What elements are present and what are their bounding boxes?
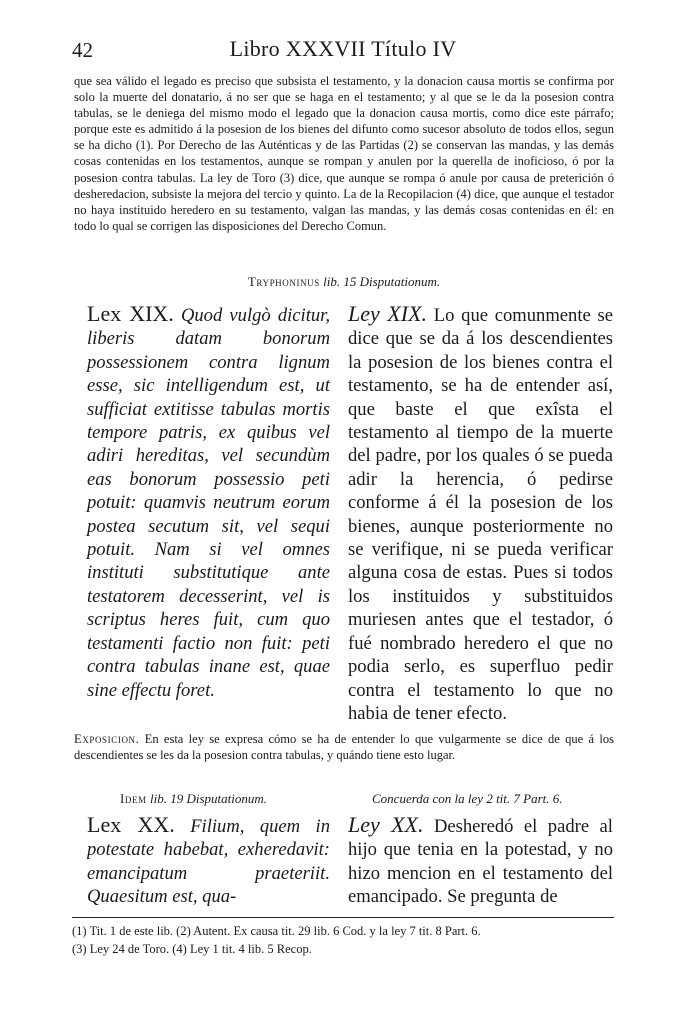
latin-body: Quod vulgò dicitur, liberis datam bonorum possessionem contra lignum esse, sic intelligendum est, ut sufficiat extitisse tabulas mortis tempore patris, ex quibus vel adiri hereditas, vel secundùm eas bonorum possessio peti potuit: quamvis neutrum eorum postea secutum sit, vel sequi potuit. Nam si vel omnes instituti substitutique ante testatorem decesserint, vel is scriptus heres fuit, cum quo testamenti factio non fuit: peti contra tabulas inane est, quae sine effectu foret. bbox=[87, 305, 330, 701]
footnotes bbox=[72, 922, 614, 958]
source-work-2: lib. 19 Disputationum. bbox=[149, 791, 267, 806]
source-line-2 bbox=[120, 791, 267, 807]
page-number: 42 bbox=[72, 38, 93, 62]
spanish-text-ley-20 bbox=[348, 813, 613, 913]
concordance-note: Concuerda con la ley 2 tit. 7 Part. 6. bbox=[372, 791, 563, 806]
footnote-rule bbox=[72, 917, 614, 918]
footnote-line-2: (3) Ley 24 de Toro. (4) Ley 1 tit. 4 lib. 5 Recop. bbox=[72, 942, 312, 956]
spanish-body-2: Desheredó el padre al hijo que tenia en la potestad, y no hizo mencion en el testamento del emancipado. Se pregunta de bbox=[348, 816, 613, 908]
spanish-heading-2: Ley XX. bbox=[348, 813, 424, 837]
spanish-body: Lo que comunmente se dice que se da á los descendientes la posesion de los bienes contra el testamento, se ha de entender así, que baste el que exîsta el testamento al tiempo de la muerte del padre, por los quales ó se pueda adir la herencia, ó pedirse conforme á él la posesion de los bienes, aunque posteriormente no se verifique, ni se pueda verificar alguna cosa de estas. Pues si todos los instituidos y substituidos muriesen antes que el testador, ó fué nombrado heredero el que no podia serlo, es superfluo pedir contra el testamento lo que no habia de tener efecto. bbox=[348, 305, 613, 724]
source-author-2: Idem bbox=[120, 791, 147, 806]
source-work: lib. 15 Disputationum. bbox=[323, 274, 441, 289]
spanish-text-ley-19 bbox=[348, 302, 613, 725]
commentary-paragraph: que sea válido el legado es preciso que subsista el testamento, y la donacion causa mortis se confirma por solo la muerte del donatario, á no ser que se haga en el testamento; y al que se le da la posesion contra tabulas, se le deniega del mismo modo el legado que la donacion causa mortis, como dice este párrafo; porque este es admitido á la posesion de los bienes del difunto como sucesor absoluto de todos ellos, segun se ha dicho (1). Por Derecho de las Auténticas y de las Partidas (2) se conservan las mandas, y las demás cosas contenidas en los testamentos, aunque se rompan y anulen por la querella de inoficioso, ó por la posesion contra tabulas. La ley de Toro (3) dice, que aunque se rompa ó anule por causa de preterición ó desheredacion, subsiste la mejora del tercio y quinto. La de la Recopilacion (4) dice, que aunque el testador no haya instituido heredero en su testamento, valgan las mandas, y las demás cosas contenidas en él: en todo lo qual se corrigen las disposiciones del Derecho Comun. bbox=[74, 74, 614, 233]
exposicion-paragraph bbox=[74, 731, 614, 763]
latin-body-2: Filium, quem in potestate habebat, exheredavit: emancipatum praeteriit. Quaesitum est, qua- bbox=[87, 816, 330, 908]
exposicion-text: En esta ley se expresa cómo se ha de entender lo que vulgarmente se dice de que á los descendientes se les da la posesion contra tabulas, y quándo tiene esto lugar. bbox=[74, 732, 614, 763]
running-header bbox=[72, 34, 614, 68]
latin-text-lex-19 bbox=[87, 302, 330, 702]
latin-text-lex-20 bbox=[87, 813, 330, 913]
spanish-heading: Ley XIX. bbox=[348, 301, 428, 326]
source-author: Tryphoninus bbox=[247, 274, 320, 289]
latin-heading-2: Lex XX. bbox=[87, 813, 175, 837]
latin-heading: Lex XIX. bbox=[87, 301, 174, 326]
source-line-1 bbox=[74, 274, 614, 290]
exposicion-label: Exposicion. bbox=[74, 732, 140, 746]
book-title: Libro XXXVII Título IV bbox=[229, 36, 457, 61]
footnote-line-1: (1) Tit. 1 de este lib. (2) Autent. Ex causa tit. 29 lib. 6 Cod. y la ley 7 tit. 8 Part. 6. bbox=[72, 924, 481, 938]
